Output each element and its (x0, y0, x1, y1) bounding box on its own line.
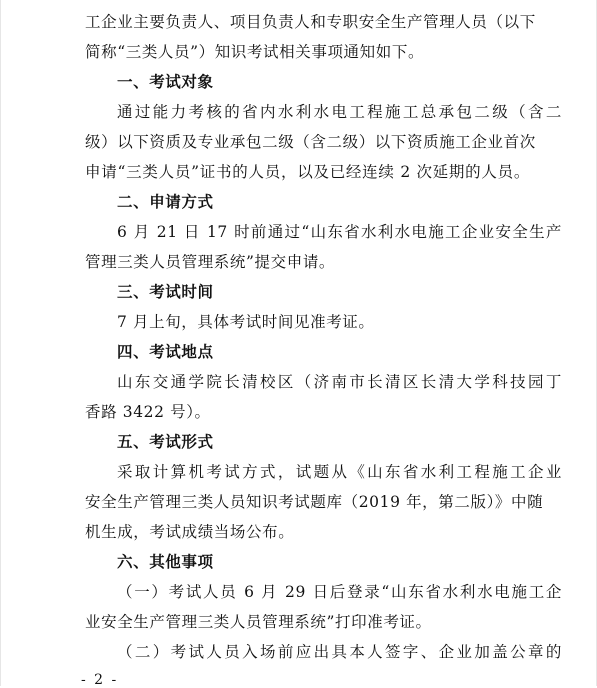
paragraph-line: 6 月 21 日 17 时前通过“山东省水利水电施工企业安全生产 (117, 223, 562, 241)
paragraph-line: 安全生产管理三类人员知识考试题库（2019 年，第二版）》中随 (85, 493, 544, 511)
section-heading: 一、考试对象 (117, 73, 214, 91)
paragraph-line: 机生成，考试成绩当场公布。 (85, 523, 295, 541)
page-number: - 2 - (81, 672, 119, 688)
section-heading: 五、考试形式 (117, 433, 214, 451)
paragraph-line: 山东交通学院长清校区（济南市长清区长清大学科技园丁 (117, 373, 562, 391)
paragraph-line: 管理三类人员管理系统”提交申请。 (85, 253, 336, 271)
section-heading: 四、考试地点 (117, 343, 214, 361)
paragraph-line: （二）考试人员入场前应出具本人签字、企业加盖公章的 (117, 643, 562, 661)
intro-line: 简称“三类人员”）知识考试相关事项通知如下。 (85, 43, 425, 61)
paragraph-line: （一）考试人员 6 月 29 日后登录“山东省水利水电施工企 (117, 583, 562, 601)
section-heading: 二、申请方式 (117, 193, 214, 211)
paragraph-line: 7 月上旬，具体考试时间见准考证。 (117, 313, 375, 331)
paragraph-line: 申请“三类人员”证书的人员，以及已经连续 2 次延期的人员。 (85, 163, 530, 181)
intro-line: 工企业主要负责人、项目负责人和专职安全生产管理人员（以下 (85, 13, 536, 31)
section-heading: 六、其他事项 (117, 553, 214, 571)
paragraph-line: 采取计算机考试方式，试题从《山东省水利工程施工企业 (117, 463, 562, 481)
paragraph-line: 业安全生产管理三类人员管理系统”打印准考证。 (85, 613, 432, 631)
paragraph-line: 级）以下资质及专业承包二级（含二级）以下资质施工企业首次 (85, 133, 536, 151)
paragraph-line: 香路 3422 号）。 (85, 403, 211, 421)
paragraph-line: 通过能力考核的省内水利水电工程施工总承包二级（含二 (117, 103, 562, 121)
section-heading: 三、考试时间 (117, 283, 214, 301)
